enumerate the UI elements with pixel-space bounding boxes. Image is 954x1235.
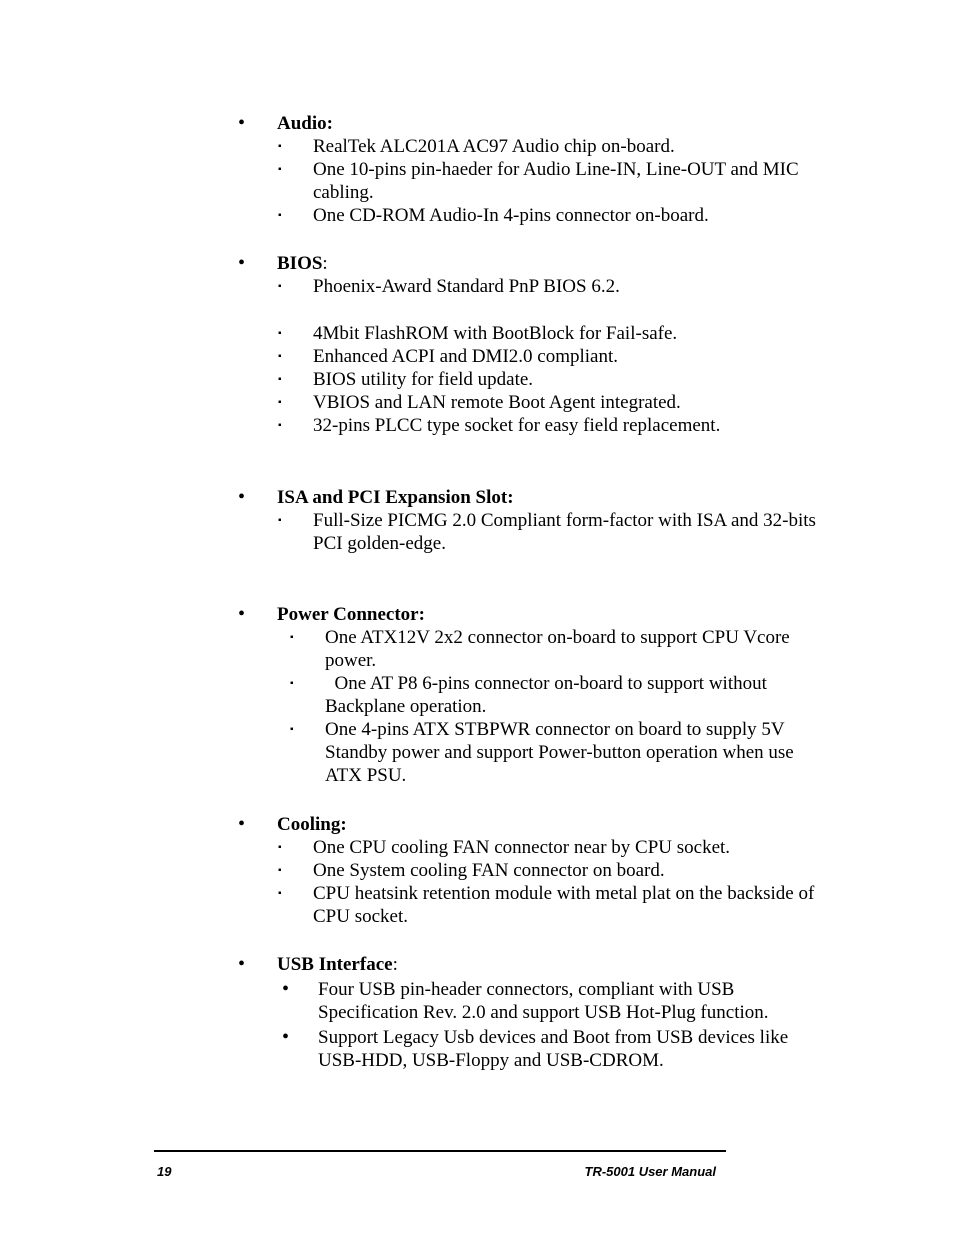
list-item: • Support Legacy Usb devices and Boot from USB devices like USB-HDD, USB-Floppy and USB-CDROM. [282, 1026, 789, 1071]
section-heading [238, 112, 818, 135]
spacer [238, 298, 818, 322]
item-list [238, 978, 818, 1072]
square-bullet-icon: ▪ [278, 842, 282, 853]
title-colon: : [322, 253, 328, 274]
item-list [238, 626, 818, 787]
list-item: ▪ One 10-pins pin-haeder for Audio Line-IN, Line-OUT and MIC cabling. [278, 159, 799, 203]
section-title: Audio: [277, 113, 333, 134]
square-bullet-icon: ▪ [290, 724, 294, 735]
manual-title: TR-5001 User Manual [584, 1164, 716, 1179]
square-bullet-icon: ▪ [278, 420, 282, 431]
section-heading [238, 953, 818, 976]
dot-bullet-icon: • [282, 978, 290, 1000]
item-list [238, 509, 818, 555]
square-bullet-icon: ▪ [278, 865, 282, 876]
section-title: BIOS [277, 253, 323, 274]
section-isa-pci [238, 486, 818, 555]
footer-divider [154, 1150, 726, 1152]
title-colon: : [392, 954, 398, 975]
list-item: ▪ 4Mbit FlashROM with BootBlock for Fail-safe. [278, 323, 678, 344]
section-bios [238, 252, 818, 437]
list-item: ▪ Full-Size PICMG 2.0 Compliant form-factor with ISA and 32-bits PCI golden-edge. [278, 510, 816, 554]
square-bullet-icon: ▪ [278, 351, 282, 362]
list-item: ▪ One CD-ROM Audio-In 4-pins connector on-board. [278, 205, 709, 226]
section-title: ISA and PCI Expansion Slot: [277, 487, 514, 508]
list-item: ▪ One ATX12V 2x2 connector on-board to support CPU Vcore power. [290, 627, 790, 671]
bullet-icon: • [238, 252, 246, 274]
bullet-icon: • [238, 953, 246, 975]
square-bullet-icon: ▪ [278, 281, 282, 292]
bullet-icon: • [238, 486, 246, 508]
square-bullet-icon: ▪ [278, 888, 282, 899]
square-bullet-icon: ▪ [278, 374, 282, 385]
square-bullet-icon: ▪ [278, 164, 282, 175]
section-cooling [238, 813, 818, 928]
square-bullet-icon: ▪ [278, 397, 282, 408]
square-bullet-icon: ▪ [278, 328, 282, 339]
square-bullet-icon: ▪ [290, 632, 294, 643]
list-item: ▪ CPU heatsink retention module with metal plat on the backside of CPU socket. [278, 883, 815, 927]
list-item: ▪ One System cooling FAN connector on board. [278, 860, 665, 881]
list-item: ▪ One 4-pins ATX STBPWR connector on board to supply 5V Standby power and support Power-button operation when use ATX PSU. [290, 719, 794, 786]
section-audio [238, 112, 818, 227]
item-list [238, 275, 818, 437]
section-heading [238, 813, 818, 836]
square-bullet-icon: ▪ [278, 210, 282, 221]
dot-bullet-icon: • [282, 1026, 290, 1048]
list-item: ▪ Phoenix-Award Standard PnP BIOS 6.2. [278, 276, 620, 297]
section-heading [238, 603, 818, 626]
list-item: ▪ VBIOS and LAN remote Boot Agent integrated. [278, 392, 681, 413]
square-bullet-icon: ▪ [278, 141, 282, 152]
list-item: ▪ 32-pins PLCC type socket for easy field replacement. [278, 415, 721, 436]
section-heading [238, 486, 818, 509]
list-item: ▪ Enhanced ACPI and DMI2.0 compliant. [278, 346, 619, 367]
item-list [238, 135, 818, 227]
list-item: ▪ RealTek ALC201A AC97 Audio chip on-board. [278, 136, 675, 157]
list-item: ▪ BIOS utility for field update. [278, 369, 534, 390]
list-item: • Four USB pin-header connectors, compliant with USB Specification Rev. 2.0 and support USB Hot-Plug function. [282, 978, 769, 1023]
item-list [238, 836, 818, 928]
page-number: 19 [157, 1164, 172, 1179]
section-title: Power Connector: [277, 604, 425, 625]
square-bullet-icon: ▪ [290, 678, 294, 689]
section-title: Cooling: [277, 814, 347, 835]
section-title: USB Interface [277, 954, 393, 975]
section-usb [238, 953, 818, 1072]
bullet-icon: • [238, 112, 246, 134]
section-heading [238, 252, 818, 275]
bullet-icon: • [238, 813, 246, 835]
square-bullet-icon: ▪ [278, 515, 282, 526]
list-item: ▪ One AT P8 6-pins connector on-board to support without Backplane operation. [290, 673, 772, 717]
bullet-icon: • [238, 603, 246, 625]
section-power [238, 603, 818, 787]
list-item: ▪ One CPU cooling FAN connector near by CPU socket. [278, 837, 731, 858]
